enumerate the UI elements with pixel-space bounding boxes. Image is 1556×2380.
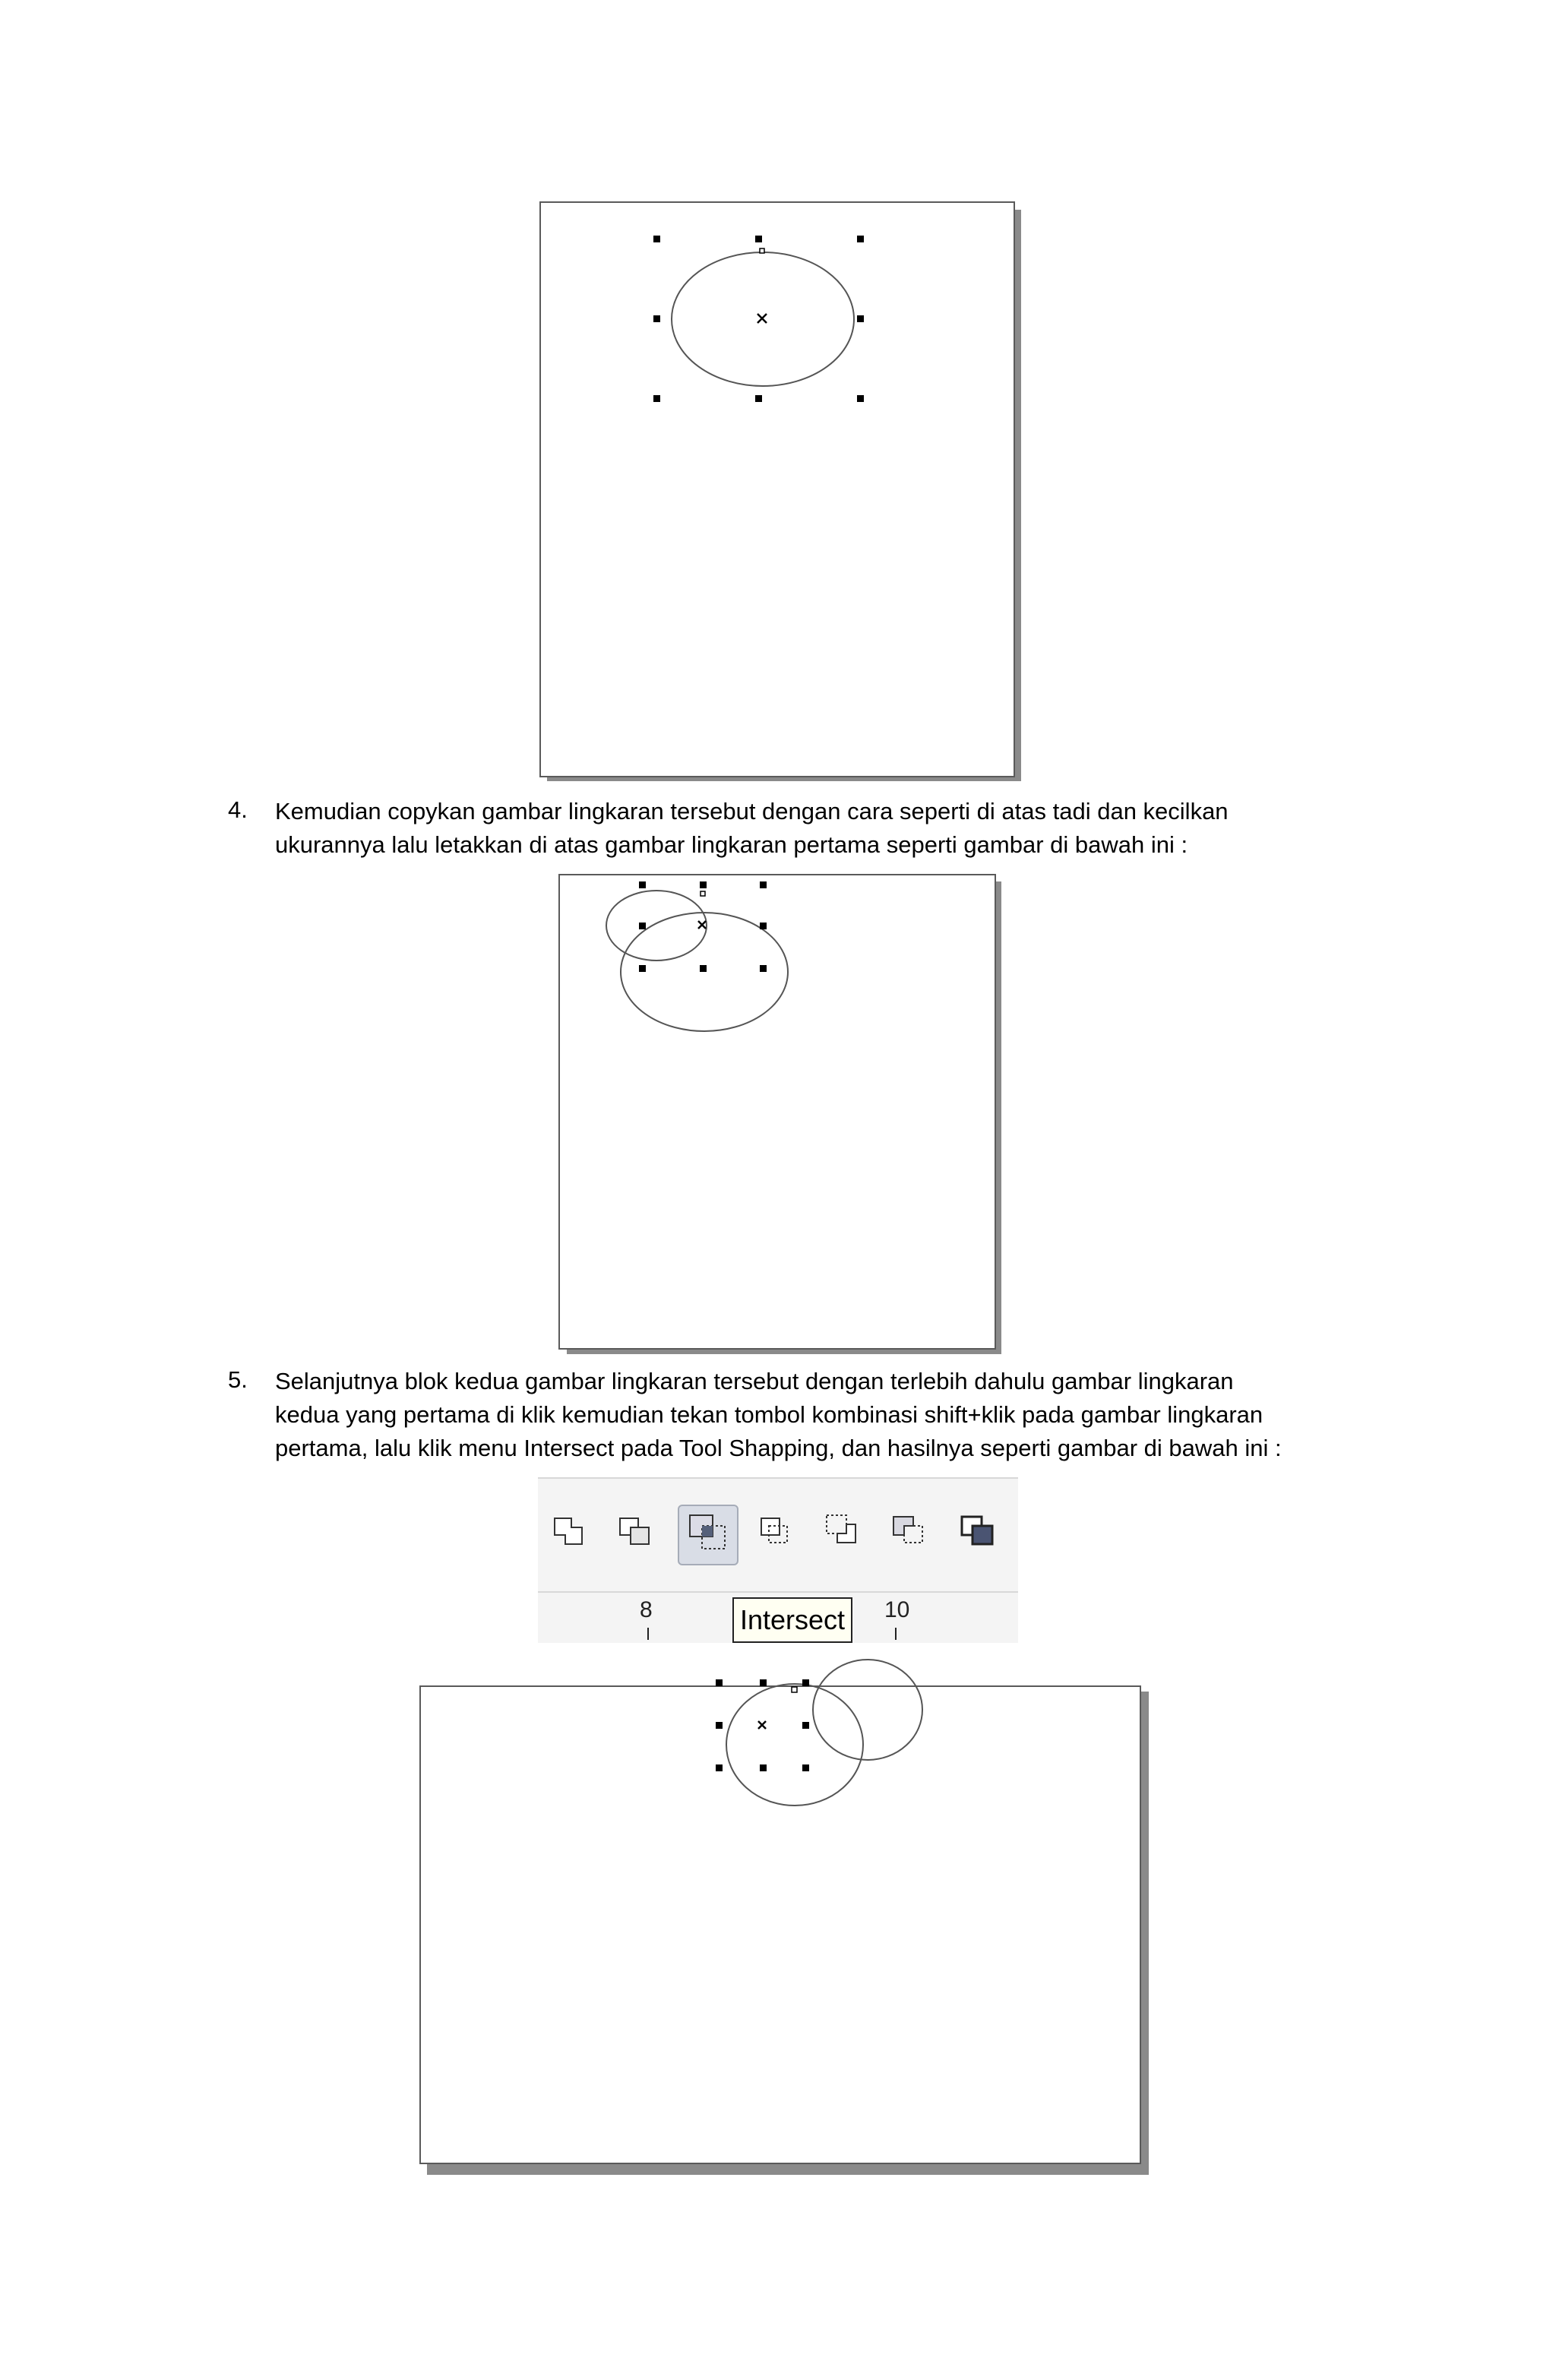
small-ellipse-shape[interactable] — [813, 1660, 922, 1760]
step-4-text — [275, 795, 1229, 862]
selection-handle[interactable] — [802, 1722, 809, 1729]
node-handle[interactable] — [760, 248, 764, 253]
selection-handle[interactable] — [802, 1764, 809, 1771]
selection-handle[interactable] — [755, 395, 762, 402]
create-boundary-button[interactable] — [959, 1509, 1001, 1552]
selection-handle[interactable] — [760, 1764, 767, 1771]
step-4-number: 4. — [228, 796, 248, 823]
figure-1-drawing — [541, 203, 1017, 779]
ruler-tick — [895, 1628, 897, 1640]
selection-handle[interactable] — [716, 1679, 723, 1686]
figure-2-drawing — [560, 875, 998, 1351]
selection-handle[interactable] — [755, 236, 762, 242]
text-line: Kemudian copykan gambar lingkaran tersebut dengan cara seperti di atas tadi dan kecilkan — [275, 798, 1229, 824]
selection-handle[interactable] — [639, 965, 646, 972]
text-line: ukurannya lalu letakkan di atas gambar lingkaran pertama seperti gambar di bawah ini : — [275, 831, 1188, 858]
back-minus-front-button[interactable] — [889, 1509, 931, 1552]
node-handle[interactable] — [701, 891, 705, 896]
selection-handle[interactable] — [653, 315, 660, 322]
large-ellipse-shape[interactable] — [726, 1684, 863, 1806]
trim-button[interactable] — [615, 1509, 658, 1552]
selection-handle[interactable] — [857, 315, 864, 322]
intersect-icon — [679, 1506, 740, 1567]
canvas-page-2 — [558, 874, 996, 1350]
center-mark-icon — [757, 314, 767, 323]
selection-handle[interactable] — [760, 881, 767, 888]
selection-handle[interactable] — [857, 236, 864, 242]
simplify-button[interactable] — [755, 1509, 798, 1552]
toolbar-divider — [538, 1591, 1018, 1593]
small-ellipse-shape[interactable] — [606, 891, 707, 961]
selection-handle[interactable] — [639, 923, 646, 929]
ruler-label-10: 10 — [884, 1597, 910, 1622]
selection-handle[interactable] — [653, 395, 660, 402]
selection-handle[interactable] — [653, 236, 660, 242]
selection-handle[interactable] — [716, 1722, 723, 1729]
weld-button[interactable] — [549, 1509, 591, 1552]
intersect-button[interactable] — [678, 1505, 738, 1565]
center-mark-icon — [698, 921, 706, 929]
step-5-number: 5. — [228, 1366, 248, 1393]
selection-handle[interactable] — [700, 965, 707, 972]
shaping-toolbar — [538, 1477, 1018, 1643]
text-line: kedua yang pertama di klik kemudian tekan tombol kombinasi shift+klik pada gambar lingkaran — [275, 1401, 1263, 1428]
text-line: pertama, lalu klik menu Intersect pada Tool Shapping, dan hasilnya seperti gambar di bawah ini : — [275, 1435, 1282, 1461]
front-minus-back-button[interactable] — [822, 1509, 865, 1552]
selection-handle[interactable] — [760, 923, 767, 929]
ruler-label-8: 8 — [640, 1597, 653, 1622]
ruler-tick — [647, 1628, 649, 1640]
trim-icon — [615, 1509, 658, 1552]
node-handle[interactable] — [792, 1687, 797, 1692]
selection-handle[interactable] — [802, 1679, 809, 1686]
intersect-tooltip: Intersect — [732, 1597, 852, 1643]
text-line: Selanjutnya blok kedua gambar lingkaran tersebut dengan terlebih dahulu gambar lingkaran — [275, 1368, 1234, 1394]
canvas-page-1 — [539, 201, 1015, 777]
selection-handle[interactable] — [639, 881, 646, 888]
figure-3-drawing — [419, 1649, 1141, 2166]
selection-handle[interactable] — [760, 1679, 767, 1686]
simplify-icon — [755, 1509, 798, 1552]
center-mark-icon — [758, 1721, 766, 1729]
step-5-text — [275, 1365, 1282, 1465]
selection-handle[interactable] — [760, 965, 767, 972]
weld-icon — [549, 1509, 591, 1552]
selection-handle[interactable] — [857, 395, 864, 402]
selection-handle[interactable] — [700, 881, 707, 888]
selection-handle[interactable] — [716, 1764, 723, 1771]
back-minus-front-icon — [889, 1509, 931, 1552]
create-boundary-icon — [959, 1509, 1001, 1552]
front-minus-back-icon — [822, 1509, 865, 1552]
